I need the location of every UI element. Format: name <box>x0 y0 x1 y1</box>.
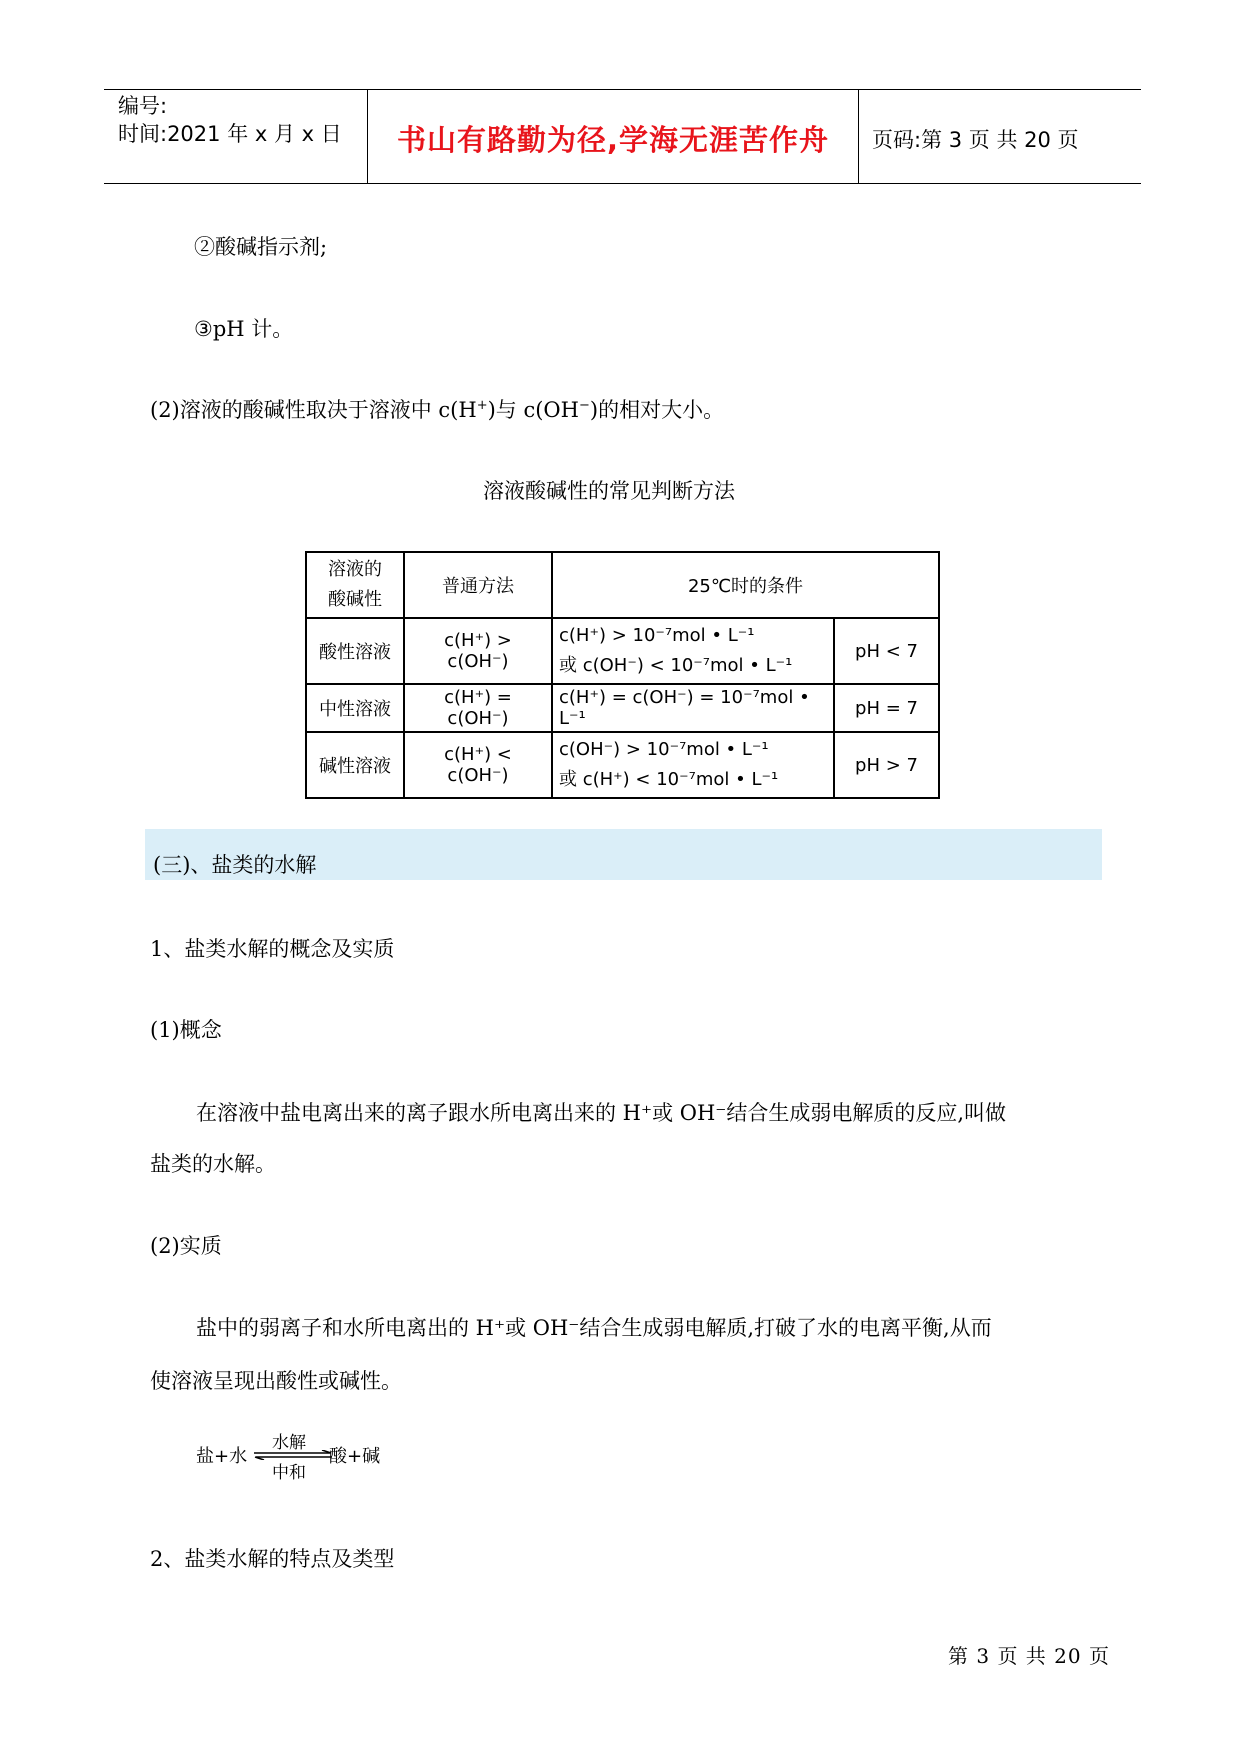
header-number-label: 编号: <box>118 94 168 118</box>
header-motto: 书山有路勤为径,学海无涯苦作舟 <box>396 123 830 157</box>
table-row <box>306 618 939 684</box>
equation-bottom-label: 中和 <box>272 1463 306 1483</box>
list-item-ph-meter: ③pH 计。 <box>194 317 294 341</box>
table-header-cell: 溶液的 酸碱性 <box>306 552 404 618</box>
table-row <box>306 732 939 798</box>
table-cell: pH < 7 <box>834 618 939 684</box>
heading-1: 1、盐类水解的概念及实质 <box>150 937 395 961</box>
table-cell: c(H⁺) < c(OH⁻) <box>404 732 552 798</box>
concept-text: 盐类的水解。 <box>150 1152 276 1176</box>
equation-top-label: 水解 <box>272 1433 306 1453</box>
header-time-label: 时间:2021 年 x 月 x 日 <box>118 122 342 146</box>
table-cell: c(H⁺) > 10⁻⁷mol • L⁻¹ 或 c(OH⁻) < 10⁻⁷mol • L⁻¹ <box>552 618 834 684</box>
table-cell: c(H⁺) = c(OH⁻) = 10⁻⁷mol • L⁻¹ <box>552 684 834 732</box>
subheading-concept: (1)概念 <box>150 1018 222 1042</box>
acidity-table <box>305 551 940 799</box>
header-divider <box>858 90 859 183</box>
heading-2: 2、盐类水解的特点及类型 <box>150 1547 395 1571</box>
table-cell: pH = 7 <box>834 684 939 732</box>
table-cell: c(OH⁻) > 10⁻⁷mol • L⁻¹ 或 c(H⁺) < 10⁻⁷mol • L⁻¹ <box>552 732 834 798</box>
table-header-row <box>306 552 939 618</box>
table-cell: pH > 7 <box>834 732 939 798</box>
hydrolysis-equation <box>196 1430 396 1483</box>
list-item-indicator: ②酸碱指示剂; <box>194 235 328 259</box>
section-banner <box>145 829 1102 880</box>
header-meta <box>118 92 342 148</box>
table-cell: c(H⁺) > c(OH⁻) <box>404 618 552 684</box>
table-header-cell: 25℃时的条件 <box>552 552 939 618</box>
table-cell: 碱性溶液 <box>306 732 404 798</box>
table-caption: 溶液酸碱性的常见判断方法 <box>483 479 735 503</box>
paragraph-point-2: (2)溶液的酸碱性取决于溶液中 c(H+)与 c(OH−)的相对大小。 <box>150 398 725 422</box>
table-row <box>306 684 939 732</box>
equation-left: 盐+水 <box>196 1446 248 1467</box>
table-cell: 酸性溶液 <box>306 618 404 684</box>
table-cell: c(H⁺) = c(OH⁻) <box>404 684 552 732</box>
table-cell: 中性溶液 <box>306 684 404 732</box>
concept-text: 在溶液中盐电离出来的离子跟水所电离出来的 H⁺或 OH⁻结合生成弱电解质的反应,叫做 <box>196 1101 1007 1125</box>
essence-text: 盐中的弱离子和水所电离出的 H⁺或 OH⁻结合生成弱电解质,打破了水的电离平衡,从而 <box>196 1316 992 1340</box>
page-footer: 第 3 页 共 20 页 <box>948 1644 1110 1668</box>
page-header <box>104 89 1141 184</box>
table-header-cell: 普通方法 <box>404 552 552 618</box>
equation-right: 酸+碱 <box>329 1446 381 1467</box>
essence-text: 使溶液呈现出酸性或碱性。 <box>150 1369 402 1393</box>
section-title: (三)、盐类的水解 <box>153 853 317 877</box>
subheading-essence: (2)实质 <box>150 1234 222 1258</box>
header-page-label: 页码:第 3 页 共 20 页 <box>872 128 1079 152</box>
